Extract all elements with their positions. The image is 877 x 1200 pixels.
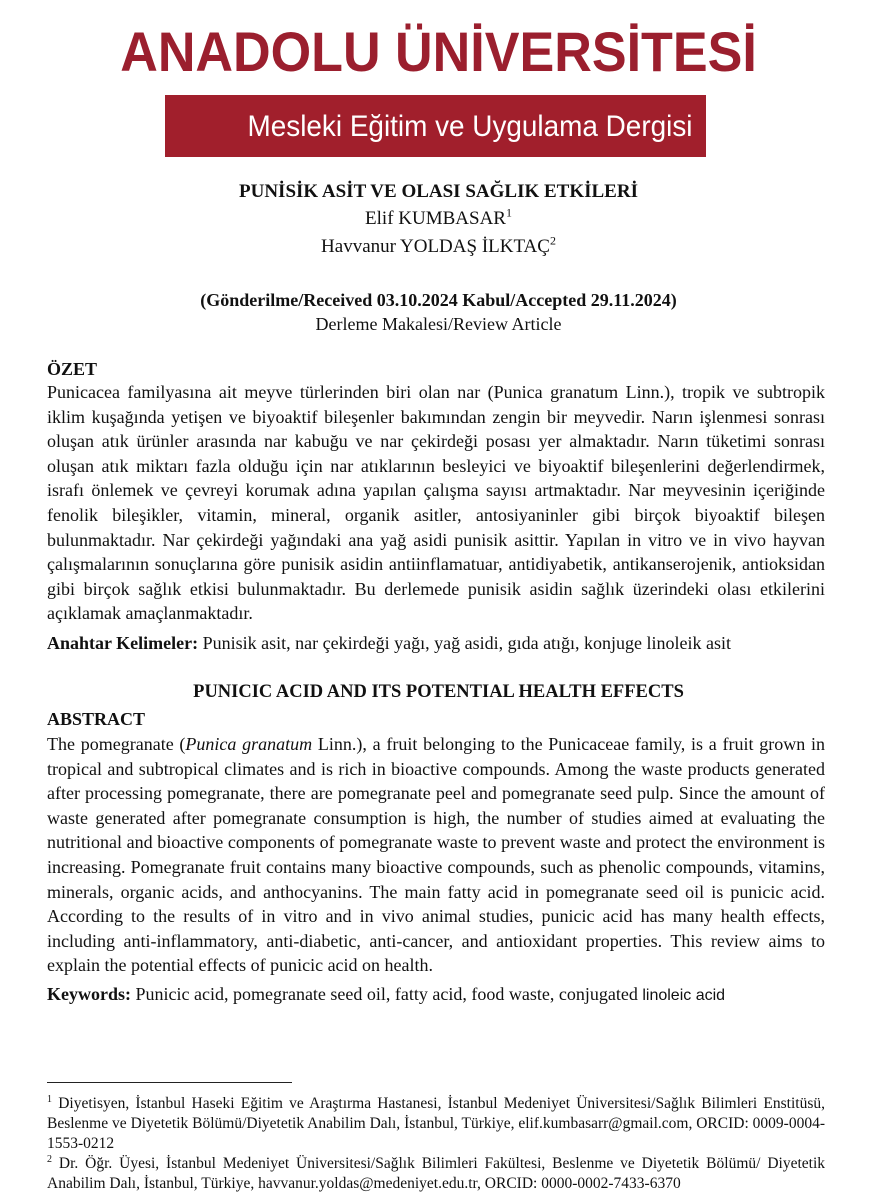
abstract-text-start: The pomegranate ( bbox=[47, 734, 186, 754]
abstract-keywords bbox=[47, 983, 837, 1007]
abstract-species-name: Punica granatum bbox=[185, 734, 313, 754]
article-title-en: PUNICIC ACID AND ITS POTENTIAL HEALTH EFFECTS bbox=[193, 682, 684, 702]
footnote-divider bbox=[47, 1082, 292, 1083]
footnote-1-mark: 1 bbox=[47, 1093, 52, 1105]
abstract-text-rest: Linn.), a fruit belonging to the Punicaceae family, is a fruit grown in tropical and subtropical climates and is rich in bioactive compounds. Among the waste products generated after processing pomegranate, there are pomegranate peel and pomegranate seed pulp. Since the amount of waste generated after pomegranate consumption is high, the number of studies aimed at evaluating the nutritional and bioactive components of pomegranate waste to prevent waste and protect the environment is increasing. Pomegranate fruit contains many bioactive compounds, such as phenolic compounds, vitamins, minerals, organic acids, and anthocyanins. The main fatty acid in pomegranate seed oil is punicic acid. According to the results of in vitro and in vivo animal studies, punicic acid has many health effects, including anti-inflammatory, anti-diabetic, anti-cancer, and antioxidant properties. This review aims to explain the potential effects of punicic acid on health. bbox=[47, 734, 825, 976]
footnote-2 bbox=[47, 1154, 825, 1194]
journal-name: Mesleki Eğitim ve Uygulama Dergisi bbox=[247, 110, 692, 143]
abstract-keywords-list: Punicic acid, pomegranate seed oil, fatty acid, food waste, conjugated bbox=[135, 984, 638, 1004]
author-1 bbox=[0, 207, 877, 231]
ozet-heading: ÖZET bbox=[47, 359, 98, 379]
university-name: ANADOLU ÜNİVERSİTESİ bbox=[120, 20, 757, 83]
author-1-mark: 1 bbox=[505, 205, 512, 220]
author-2-name: Havvanur YOLDAŞ İLKTAÇ bbox=[321, 236, 550, 257]
abstract-text bbox=[47, 732, 825, 978]
ozet-keywords-list: Punisik asit, nar çekirdeği yağı, yağ asidi, gıda atığı, konjuge linoleik asit bbox=[202, 633, 732, 653]
journal-banner bbox=[165, 95, 706, 157]
author-2-mark: 2 bbox=[549, 233, 556, 248]
footnote-2-mark: 2 bbox=[47, 1153, 52, 1165]
abstract-keywords-label: Keywords: bbox=[47, 984, 131, 1004]
footnote-1 bbox=[47, 1094, 825, 1154]
footnote-2-text: Dr. Öğr. Üyesi, İstanbul Medeniyet Üniversitesi/Sağlık Bilimleri Fakültesi, Beslenme ve Diyetetik Bölümü/ Diyetetik Anabilim Dalı, İstanbul, Türkiye, havvanur.yoldas@medeniyet.edu.tr, ORCID: 0000-0002-7433-6370 bbox=[47, 1155, 825, 1192]
article-type: Derleme Makalesi/Review Article bbox=[315, 314, 562, 334]
ozet-keywords-label: Anahtar Kelimeler: bbox=[47, 633, 199, 653]
abstract-keywords-tail: linoleic acid bbox=[642, 987, 726, 1004]
ozet-text: Punicacea familyasına ait meyve türlerinden biri olan nar (Punica granatum Linn.), tropik ve subtropik iklim kuşağında yetişen ve biyoaktif bileşenler bakımından zengin bir meyvedir. Narın işlenmesi sonrası oluşan atık ürünler arasında nar kabuğu ve nar çekirdeği posası yer almaktadır. Narın tüketimi sonrası oluşan atık miktarı fazla olduğu için nar atıklarının besleyici ve biyoaktif bileşenlerini değerlendirmek, israfı önlemek ve çevreyi korumak adına yapılan çalışma sayısı artmaktadır. Nar meyvesinin içeriğinde fenolik bileşikler, vitamin, mineral, organik asitler, antosiyaninler gibi birçok biyoaktif bileşen bulunmaktadır. Nar çekirdeği yağındaki ana yağ asidi punisik asittir. Yapılan in vitro ve in vivo hayvan çalışmalarının sonuçlarına göre punisik asidin antiinflamatuar, antidiyabetik, antikanserojenik, antioksidan gibi birçok sağlık etkisi bulunmaktadır. Bu derlemede punisik asidin sağlık üzerindeki olası etkilerini açıklamak amaçlanmaktadır. bbox=[47, 382, 825, 624]
article-title-tr: PUNİSİK ASİT VE OLASI SAĞLIK ETKİLERİ bbox=[239, 181, 638, 202]
author-1-name: Elif KUMBASAR bbox=[365, 208, 506, 229]
abstract-heading: ABSTRACT bbox=[47, 709, 146, 729]
author-2 bbox=[0, 235, 877, 259]
ozet-keywords bbox=[47, 632, 837, 654]
footnote-1-text: Diyetisyen, İstanbul Haseki Eğitim ve Araştırma Hastanesi, İstanbul Medeniyet Üniversitesi/Sağlık Bilimleri Enstitüsü, Beslenme ve Diyetetik Bölümü/Diyetetik Anabilim Dalı, İstanbul, Türkiye, elif.kumbasarr@gmail.com, ORCID: 0009-0004-1553-0212 bbox=[47, 1095, 825, 1152]
submission-dates: (Gönderilme/Received 03.10.2024 Kabul/Accepted 29.11.2024) bbox=[200, 290, 677, 310]
